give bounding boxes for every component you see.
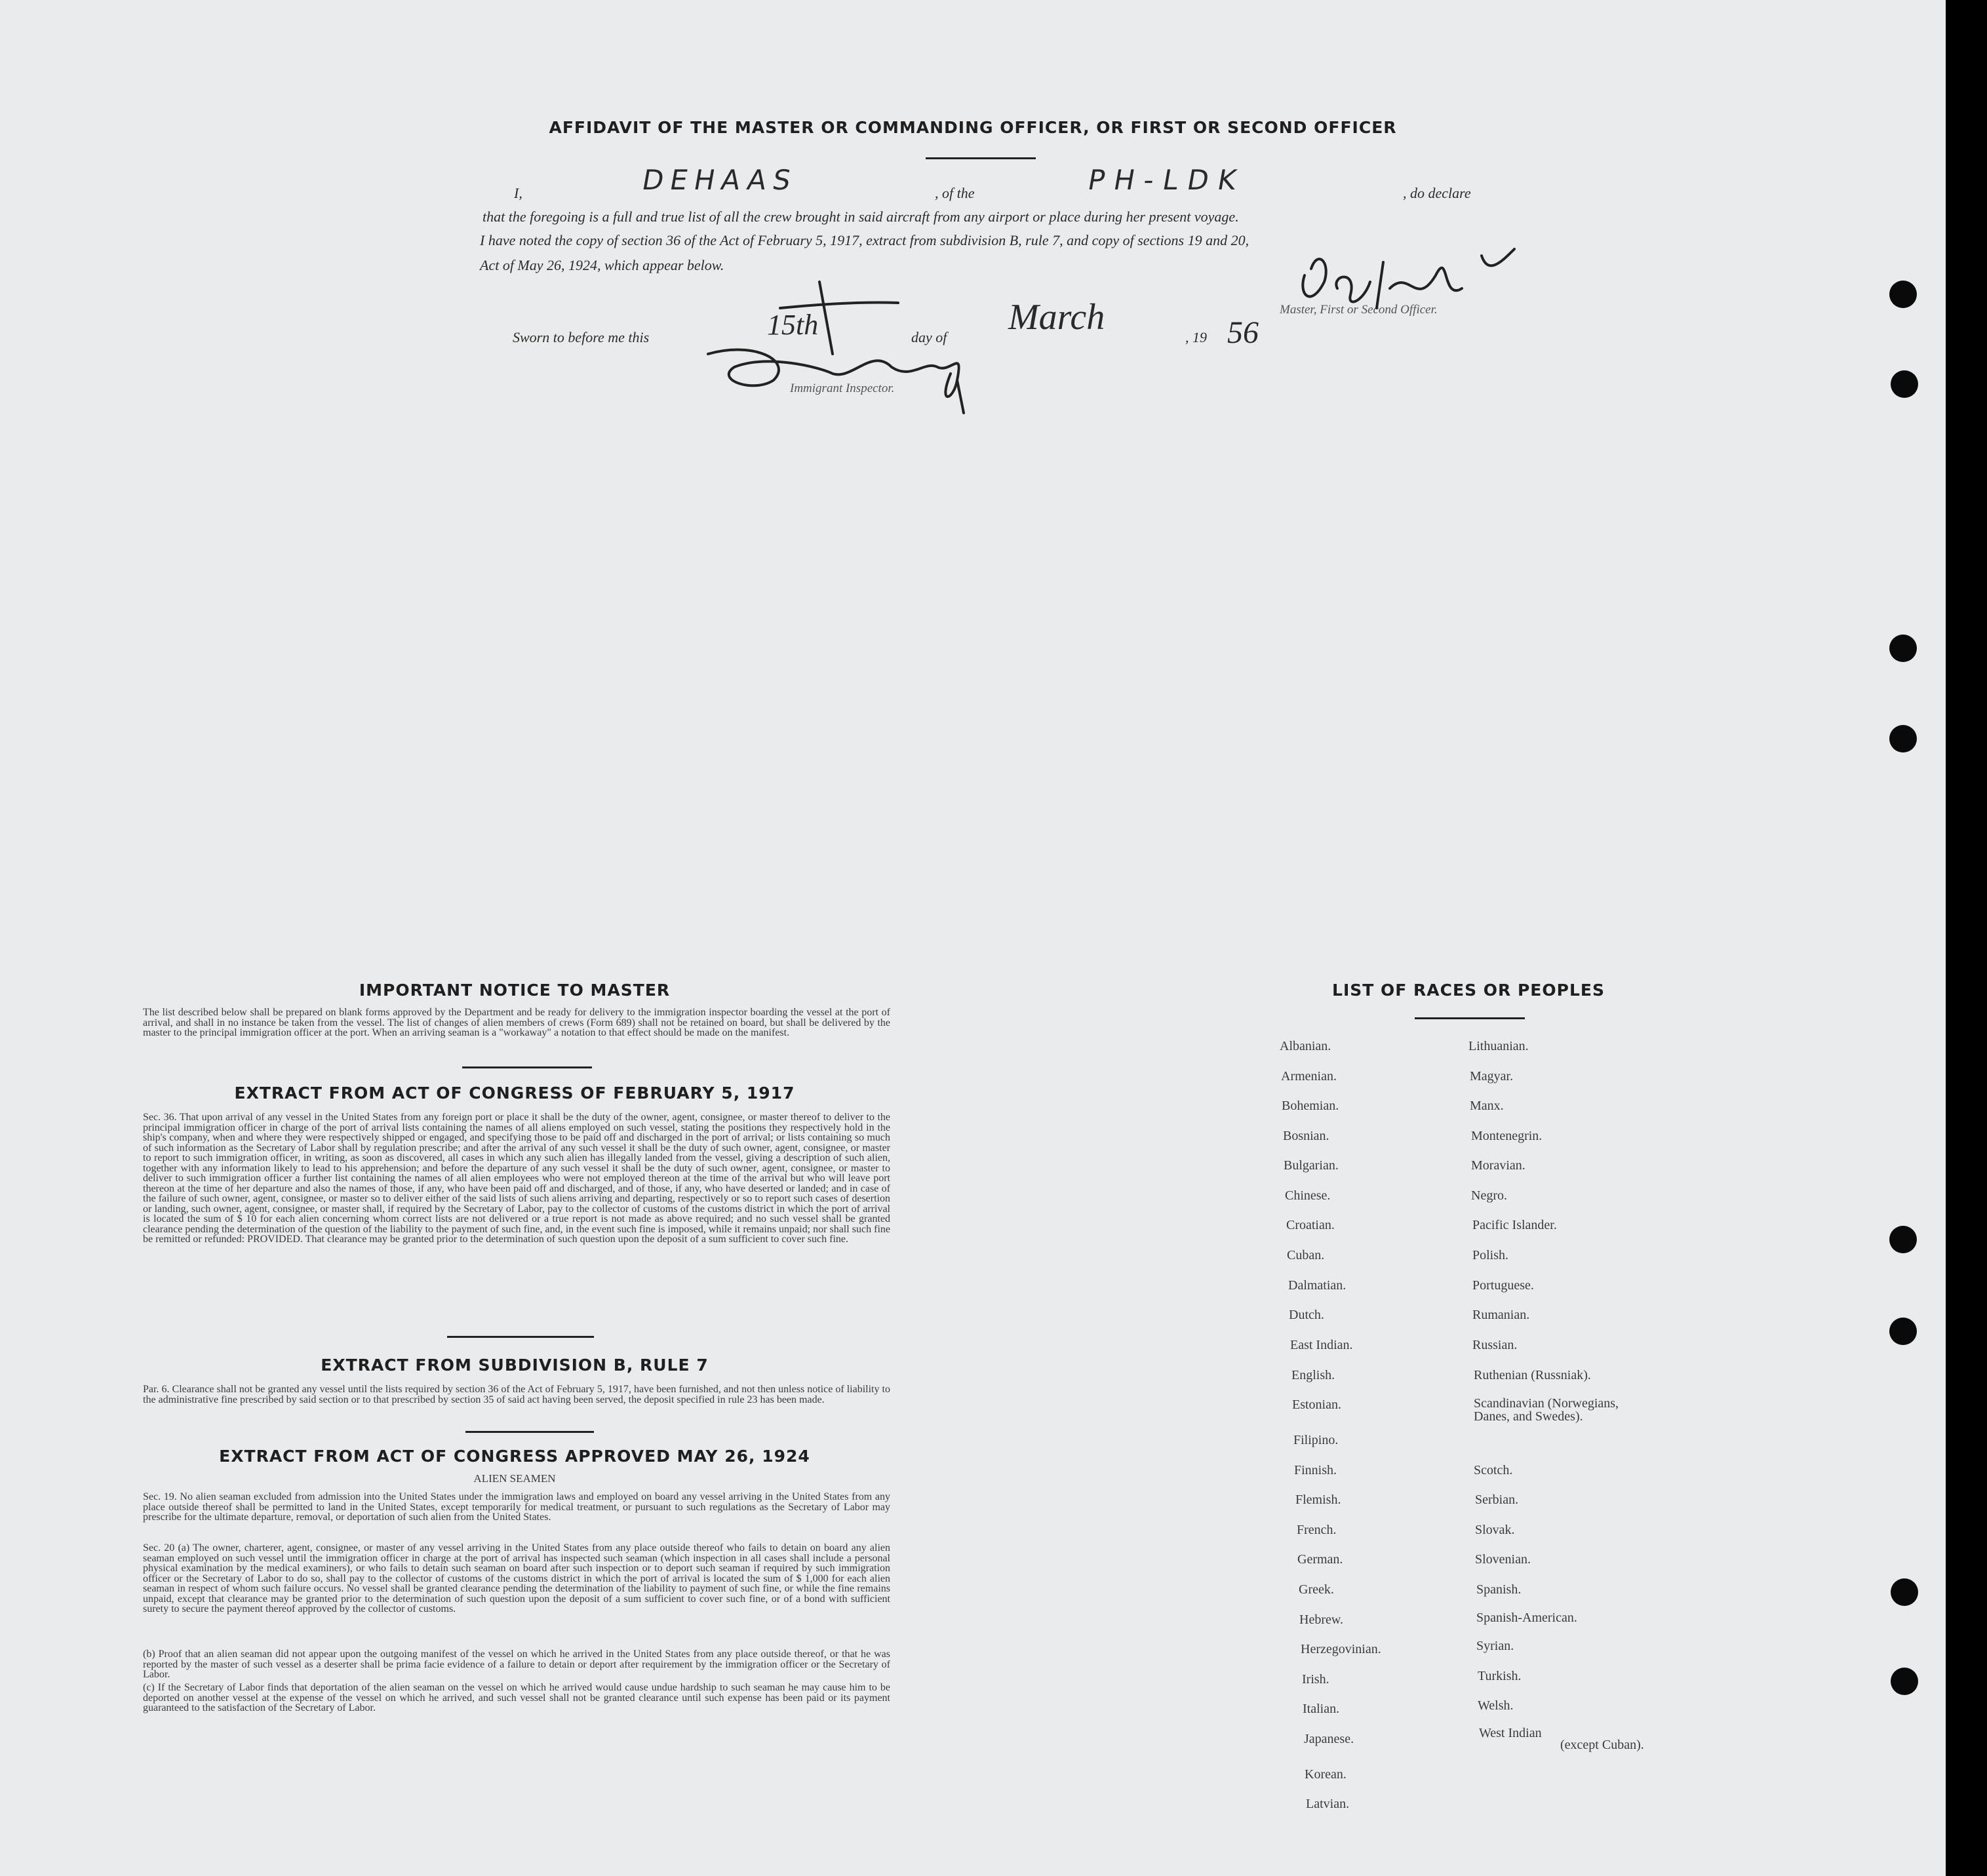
race-item: Slovak. bbox=[1475, 1523, 1515, 1537]
race-item: Slovenian. bbox=[1475, 1552, 1531, 1567]
race-item: Montenegrin. bbox=[1471, 1129, 1543, 1143]
notice-body: The list described below shall be prepared on blank forms approved by the Department and be ready for delivery to the immigration inspector boarding the vessel at the port of arrival, and shall in no instance be taken from the vessel. The list of changes of alien members of crews (Form 689) shall not be retained on board, but shall be delivered by the master to the principal immigration officer at the port. When an arriving seaman is a "workaway" a notation to that effect should be made on the manifest. bbox=[143, 1007, 890, 1038]
race-item: Negro. bbox=[1471, 1188, 1507, 1203]
race-item: Pacific Islander. bbox=[1472, 1218, 1557, 1232]
race-item: Spanish. bbox=[1476, 1582, 1522, 1597]
race-item: Italian. bbox=[1303, 1702, 1340, 1716]
race-item: Filipino. bbox=[1293, 1433, 1339, 1447]
race-item: Cuban. bbox=[1287, 1248, 1325, 1262]
extract-1924-sec20a: Sec. 20 (a) The owner, charterer, agent, consignee, or master of any vessel arriving in the United States from any place outside thereof who fails to detain on board any alien seaman employed on such vessel until the immigration officer in charge at the port of arrival has inspected such seaman (which inspection in all cases shall include a personal physical examination by the medical examiners), or who fails to detain such seaman on board after such inspection or to deport such seaman if required by such immigration officer or the Secretary of Labor to do so, shall pay to the collector of customs of the customs district in which the port of arrival is located the sum of $ 1,000 for each alien seaman in respect of whom such failure occurs. No vessel shall be granted clearance pending the determination of the liability to payment of such fine, or while the fine remains unpaid, except that clearance may be granted prior to the determination of such question upon the deposit of a sum sufficient to cover such fine, or of a bond with sufficient surety to secure the payment thereof approved by the collector of customs. bbox=[143, 1542, 890, 1614]
race-item: Estonian. bbox=[1292, 1397, 1341, 1412]
race-item: Finnish. bbox=[1294, 1463, 1337, 1477]
punch-hole bbox=[1889, 635, 1917, 662]
race-item: Bosnian. bbox=[1283, 1129, 1329, 1143]
race-item: Dalmatian. bbox=[1288, 1278, 1347, 1293]
handwritten-day: 15th bbox=[767, 309, 819, 341]
punch-hole bbox=[1889, 281, 1917, 308]
race-item: Welsh. bbox=[1478, 1698, 1514, 1713]
punch-hole bbox=[1889, 1318, 1917, 1345]
master-signature-label: Master, First or Second Officer. bbox=[1280, 303, 1438, 317]
race-item: Scotch. bbox=[1474, 1463, 1513, 1477]
race-item: Armenian. bbox=[1281, 1069, 1337, 1084]
race-item: Rumanian. bbox=[1472, 1308, 1530, 1322]
handwritten-month: March bbox=[1008, 297, 1105, 338]
year-prefix: , 19 bbox=[1185, 329, 1207, 345]
race-item: Ruthenian (Russniak). bbox=[1474, 1368, 1591, 1382]
inspector-label: Immigrant Inspector. bbox=[790, 381, 895, 395]
extract-1917-divider bbox=[447, 1336, 594, 1338]
race-scandinavian-continued: Danes, and Swedes). bbox=[1474, 1409, 1583, 1424]
handwritten-aircraft: PH-LDK bbox=[1085, 164, 1248, 196]
race-item: Korean. bbox=[1305, 1767, 1347, 1782]
race-item: English. bbox=[1291, 1368, 1335, 1382]
race-item: Croatian. bbox=[1286, 1218, 1335, 1232]
extract-1924-sec19: Sec. 19. No alien seaman excluded from admission into the United States under the immigration laws and employed on board any vessel arriving in the United States from any place outside thereof shall be permitted to land in the United States, except temporarily for medical treatment, or pursuant to such regulations as the Secretary of Labor may prescribe for the ultimate departure, removal, or deportation of such alien from the United States. bbox=[143, 1491, 890, 1523]
races-title: LIST OF RACES OR PEOPLES bbox=[1332, 981, 1605, 1000]
sworn-label: Sworn to before me this bbox=[513, 329, 650, 345]
punch-hole bbox=[1891, 1578, 1918, 1606]
punch-hole bbox=[1891, 370, 1918, 398]
of-the-label: , of the bbox=[935, 185, 975, 201]
race-item: Polish. bbox=[1472, 1248, 1509, 1262]
affidavit-title: AFFIDAVIT OF THE MASTER OR COMMANDING OFFICER, OR FIRST OR SECOND OFFICER bbox=[549, 118, 1397, 137]
race-item: Latvian. bbox=[1306, 1797, 1350, 1811]
punch-hole bbox=[1889, 725, 1917, 752]
affidavit-line-3: I have noted the copy of section 36 of the Act of February 5, 1917, extract from subdivision B, rule 7, and copy of sections 19 and 20, bbox=[480, 232, 1249, 248]
race-item: Manx. bbox=[1470, 1099, 1504, 1113]
race-item: Albanian. bbox=[1280, 1039, 1331, 1053]
race-item: Magyar. bbox=[1470, 1069, 1514, 1084]
extract-1924-subtitle: ALIEN SEAMEN bbox=[473, 1472, 556, 1485]
race-item: Bohemian. bbox=[1282, 1099, 1339, 1113]
race-item: Japanese. bbox=[1304, 1732, 1354, 1746]
affidavit-line-2: that the foregoing is a full and true list of all the crew brought in said aircraft from any airport or place during her present voyage. bbox=[482, 208, 1239, 225]
extract-1924-title: EXTRACT FROM ACT OF CONGRESS APPROVED MAY 26, 1924 bbox=[219, 1447, 810, 1466]
race-item: Chinese. bbox=[1285, 1188, 1331, 1203]
race-item: Irish. bbox=[1302, 1672, 1329, 1687]
race-item: Syrian. bbox=[1476, 1639, 1514, 1653]
race-item: Greek. bbox=[1299, 1582, 1334, 1597]
race-west-indian-continued: (except Cuban). bbox=[1560, 1738, 1644, 1752]
notice-title: IMPORTANT NOTICE TO MASTER bbox=[359, 981, 671, 1000]
races-divider bbox=[1415, 1017, 1525, 1019]
extract-1917-body: Sec. 36. That upon arrival of any vessel in the United States from any foreign port or place it shall be the duty of the owner, agent, consignee, or master thereof to deliver to the principal immigration officer in charge of the port of arrival lists containing the names of all aliens employed on such vessel, stating the positions they respectively hold in the ship's company, when and where they were respectively shipped or engaged, and specifying those to be paid off and discharged in the port of arrival; or lists containing so much of such information as the Secretary of Labor shall by regulation prescribe; and after the arrival of any such vessel it shall be the duty of such owner, agent, consignee, or master to report to such immigration officer, in writing, as soon as discovered, all cases in which any such alien has illegally landed from the vessel, giving a description of such alien, together with any information likely to lead to his apprehension; and before the departure of any such vessel it shall be the duty of such owner, agent, consignee, or master to deliver to such immigration officer a further list containing the names of all alien employees who were not employed thereon at the time of the arrival but who will leave port thereon at the time of her departure and also the names of those, if any, who have been paid off and discharged, and of those, if any, who have deserted or landed; and in case of the failure of such owner, agent, consignee, or master so to deliver either of the said lists of such aliens arriving and departing, respectively or so to report such cases of desertion or landing, such owner, agent, consignee, or master shall, if required by the Secretary of Labor, pay to the collector of customs of the customs district in which the port of arrival is located the sum of $ 10 for each alien concerning whom correct lists are not delivered or a true report is not made as above required; and no such vessel shall be granted clearance pending the determination of the question of the liability to the payment of such fine, and, in the event such fine is imposed, while it remains unpaid; nor shall such fine be remitted or refunded: PROVIDED. That clearance may be granted prior to the determination of such question upon the deposit of a sum sufficient to cover such fine. bbox=[143, 1112, 890, 1245]
race-item: Moravian. bbox=[1471, 1158, 1525, 1173]
extract-1924-sec20c: (c) If the Secretary of Labor finds that deportation of the alien seaman on the vessel on which he arrived would cause undue hardship to such seaman he may cause him to be deported on another vessel at the expense of the vessel on which he arrived, and such vessel shall not be granted clearance until such expense has been paid or its payment guaranteed to the satisfaction of the Secretary of Labor. bbox=[143, 1682, 890, 1713]
i-label: I, bbox=[514, 185, 522, 201]
day-of-label: day of bbox=[911, 329, 947, 345]
subdivision-b-title: EXTRACT FROM SUBDIVISION B, RULE 7 bbox=[321, 1356, 709, 1375]
extract-1917-title: EXTRACT FROM ACT OF CONGRESS OF FEBRUARY 5, 1917 bbox=[234, 1084, 795, 1103]
race-item: Russian. bbox=[1472, 1338, 1518, 1352]
race-item: Dutch. bbox=[1289, 1308, 1324, 1322]
race-item: Portuguese. bbox=[1472, 1278, 1534, 1293]
handwritten-name: DEHAAS bbox=[639, 164, 800, 196]
title-divider bbox=[926, 157, 1036, 159]
punch-hole bbox=[1891, 1668, 1918, 1695]
race-item: West Indian bbox=[1479, 1726, 1542, 1740]
subdivision-b-body: Par. 6. Clearance shall not be granted any vessel until the lists required by section 36 of the Act of February 5, 1917, have been furnished, and not then unless notice of liability to the administrative fine prescribed by said section or to that prescribed by section 35 of said act having been served, the deposit specified in rule 23 has been made. bbox=[143, 1384, 890, 1405]
race-item: Scandinavian (Norwegians, bbox=[1474, 1396, 1619, 1411]
extract-1924-sec20b: (b) Proof that an alien seaman did not appear upon the outgoing manifest of the vessel on which he arrived in the United States from any place outside thereof, or that he was reported by the master of such vessel as a deserter shall be prima facie evidence of a failure to detain or deport after requirement by the immigration officer or the Secretary of Labor. bbox=[143, 1649, 890, 1680]
do-declare-label: , do declare bbox=[1403, 185, 1471, 201]
affidavit-line-4: Act of May 26, 1924, which appear below. bbox=[480, 257, 724, 273]
master-signature bbox=[1285, 236, 1534, 328]
inspector-signature bbox=[675, 269, 990, 420]
subdivision-b-divider bbox=[465, 1431, 594, 1433]
race-item: French. bbox=[1297, 1523, 1337, 1537]
punch-hole bbox=[1889, 1226, 1917, 1253]
handwritten-year: 56 bbox=[1227, 315, 1259, 350]
race-item: Flemish. bbox=[1295, 1493, 1341, 1507]
notice-divider bbox=[462, 1066, 592, 1068]
race-item: East Indian. bbox=[1290, 1338, 1353, 1352]
race-item: Bulgarian. bbox=[1284, 1158, 1339, 1173]
race-item: Turkish. bbox=[1478, 1669, 1522, 1683]
race-item: Serbian. bbox=[1475, 1493, 1519, 1507]
scan-edge bbox=[1946, 0, 1987, 1876]
race-item: German. bbox=[1297, 1552, 1343, 1567]
race-item: Herzegovinian. bbox=[1301, 1642, 1381, 1656]
race-item: Spanish-American. bbox=[1476, 1611, 1577, 1625]
race-item: Lithuanian. bbox=[1468, 1039, 1529, 1053]
race-item: Hebrew. bbox=[1299, 1612, 1344, 1627]
